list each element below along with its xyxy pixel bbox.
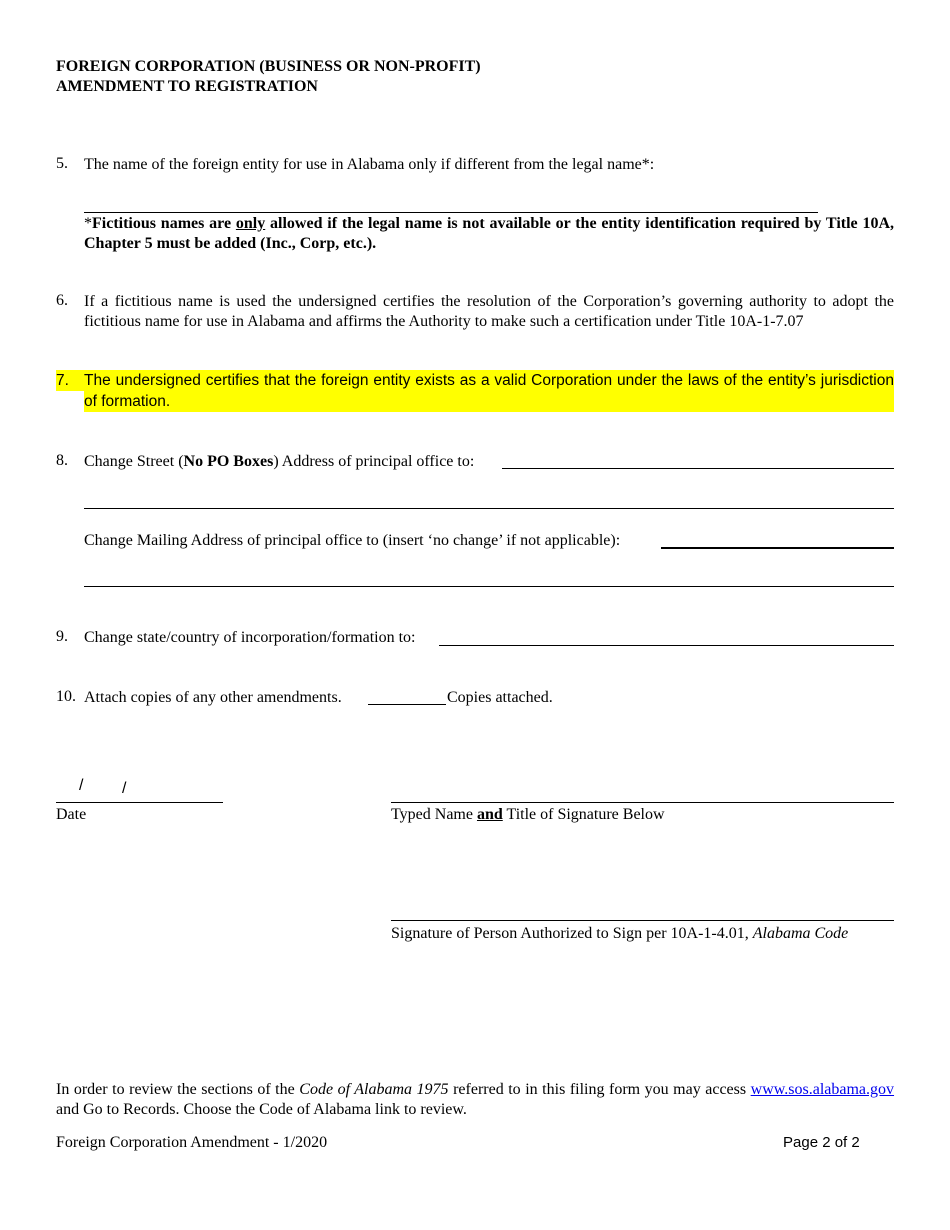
date-slash-2: / <box>122 780 127 797</box>
alabama-code-italic: Alabama Code <box>752 925 849 942</box>
no-po-boxes: No PO Boxes <box>183 453 274 470</box>
item9-number: 9. <box>56 628 68 645</box>
typed-name-and: and <box>476 806 503 823</box>
fictitious-name-note <box>84 214 894 254</box>
typed-name-field[interactable] <box>391 802 894 803</box>
street-address-field-line2[interactable] <box>84 508 894 509</box>
copies-attached-label: Copies attached. <box>447 689 553 706</box>
review-part1: In order to review the sections of the <box>56 1081 300 1098</box>
item7-number: 7. <box>56 370 84 391</box>
review-part3: and Go to Records. Choose the Code of Alabama link to review. <box>56 1101 467 1118</box>
form-title <box>56 57 481 97</box>
form-title-line1: FOREIGN CORPORATION (BUSINESS OR NON-PROFIT) <box>56 58 481 75</box>
mailing-address-field[interactable] <box>661 547 894 549</box>
item7-text: The undersigned certifies that the foreign entity exists as a valid Corporation under the laws of the entity’s jurisdiction of formation. <box>84 372 894 410</box>
note-part1: Fictitious names are <box>92 215 236 232</box>
street-address-field[interactable] <box>502 468 894 469</box>
page-number: Page 2 of 2 <box>783 1134 860 1151</box>
item5-number: 5. <box>56 155 68 172</box>
form-id: Foreign Corporation Amendment - 1/2020 <box>56 1134 328 1151</box>
typed-name-suffix: Title of Signature Below <box>502 806 665 823</box>
signature-label-text: Signature of Person Authorized to Sign per 10A-1-4.01, <box>391 925 753 942</box>
signature-label <box>391 924 848 944</box>
code-of-alabama: Code of Alabama 1975 <box>299 1081 449 1098</box>
note-only: only <box>235 215 266 232</box>
date-field[interactable] <box>56 802 223 803</box>
mailing-address-label: Change Mailing Address of principal office to (insert ‘no change’ if not applicable): <box>84 532 621 549</box>
typed-name-label <box>391 805 665 825</box>
item8-number: 8. <box>56 452 68 469</box>
note-part2: allowed if the legal name is not available or the entity identification required by Title 10A, Chapter 5 must be added (Inc., Corp, etc.). <box>84 215 894 252</box>
signature-field[interactable] <box>391 920 894 921</box>
sos-website-link[interactable]: www.sos.alabama.gov <box>750 1081 895 1098</box>
item6-text: If a fictitious name is used the undersigned certifies the resolution of the Corporation’s governing authority to adopt the fictitious name for use in Alabama and affirms the Authority to make such a certification under Title 10A-1-7.07 <box>84 293 894 330</box>
item5-text: The name of the foreign entity for use in Alabama only if different from the legal name*: <box>84 156 655 173</box>
date-slash-1: / <box>79 777 84 794</box>
amendments-label: Attach copies of any other amendments. <box>84 689 342 706</box>
street-suffix: ) Address of principal office to: <box>273 453 475 470</box>
state-country-field[interactable] <box>439 645 894 646</box>
fictitious-name-field[interactable] <box>84 212 818 213</box>
review-part2: referred to in this filing form you may access <box>448 1081 751 1098</box>
date-label: Date <box>56 806 87 823</box>
state-country-label: Change state/country of incorporation/formation to: <box>84 629 416 646</box>
note-asterisk: * <box>84 215 92 232</box>
form-title-line2: AMENDMENT TO REGISTRATION <box>56 78 318 95</box>
item10-number: 10. <box>56 688 76 705</box>
street-prefix: Change Street ( <box>84 453 184 470</box>
mailing-address-field-line2[interactable] <box>84 586 894 587</box>
review-note <box>56 1080 894 1120</box>
copies-attached-field[interactable] <box>368 704 446 705</box>
typed-name-prefix: Typed Name <box>391 806 477 823</box>
street-address-label <box>84 452 894 472</box>
item6-number: 6. <box>56 292 68 309</box>
